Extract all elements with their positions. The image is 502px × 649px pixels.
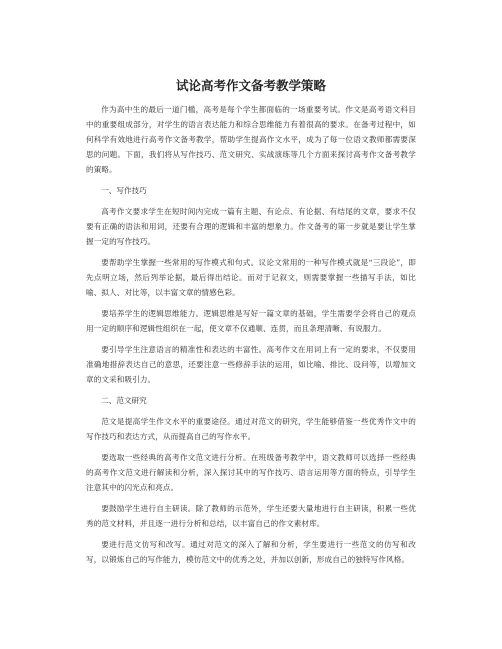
section-heading-model-essays: 二、范文研究 [101, 396, 147, 405]
paragraph: 高考作文要求学生在短时间内完成一篇有主题、有论点、有论据、有结尾的文章，要求不仅要有正确的语法和用词，还要有合理的逻辑和丰富的想象力。作文备考的第一步就是要让学生掌握一定的写作技巧。 [86, 207, 416, 246]
paragraph: 要鼓励学生进行自主研读。除了教师的示范外，学生还要大量地进行自主研读，积累一些优秀的范文材料，并且逐一进行分析和总结，以丰富自己的作文素材库。 [86, 504, 416, 528]
document-page [86, 78, 416, 573]
section-heading-writing-skills: 一、写作技巧 [101, 186, 147, 195]
paragraph: 要帮助学生掌握一些常用的写作模式和句式。议论文常用的一种写作模式就是“三段论”，即先点明立场，然后列举论据，最后得出结论。而对于记叙文，则需要掌握一些描写手法，如比喻、拟人、对比等，以丰富文章的情感色彩。 [86, 258, 416, 297]
paragraph: 要进行范文仿写和改写。通过对范文的深入了解和分析，学生要进行一些范文的仿写和改写，以锻炼自己的写作能力，模仿范文中的优秀之处，并加以创新，形成自己的独特写作风格。 [86, 540, 416, 564]
intro-paragraph: 作为高中生的最后一道门槛，高考是每个学生都面临的一场重要考试。作文是高考语文科目中的重要组成部分，对学生的语言表达能力和综合思维能力有着很高的要求。在备考过程中，如何科学有效地进行高考作文备考教学，帮助学生提高作文水平，成为了每一位语文教师都需要深思的问题。下面，我们将从写作技巧、范文研究、实战演练等几个方面来探讨高考作文备考教学的策略。 [86, 105, 416, 174]
document-title: 试论高考作文备考教学策略 [175, 78, 326, 93]
paragraph: 要选取一些经典的高考作文范文进行分析。在班级备考教学中，语文教师可以选择一些经典的高考作文范文进行解读和分析，深入探讨其中的写作技巧、语言运用等方面的特点，引导学生注意其中的闪光点和亮点。 [86, 453, 416, 492]
paragraph: 要引导学生注意语言的精准性和表达的丰富性。高考作文在用词上有一定的要求，不仅要用准确地措辞表达自己的意思，还要注意一些修辞手法的运用，如比喻、排比、设问等，以增加文章的文采和吸引力。 [86, 345, 416, 384]
paragraph: 范文是提高学生作文水平的重要途径。通过对范文的研究，学生能够借鉴一些优秀作文中的写作技巧和表达方式，从而提高自己的写作水平。 [86, 417, 416, 441]
paragraph: 要培养学生的逻辑思维能力。逻辑思维是写好一篇文章的基础，学生需要学会将自己的观点用一定的顺序和逻辑性组织在一起，使文章不仅通顺、连贯，而且条理清晰、有说服力。 [86, 309, 416, 333]
